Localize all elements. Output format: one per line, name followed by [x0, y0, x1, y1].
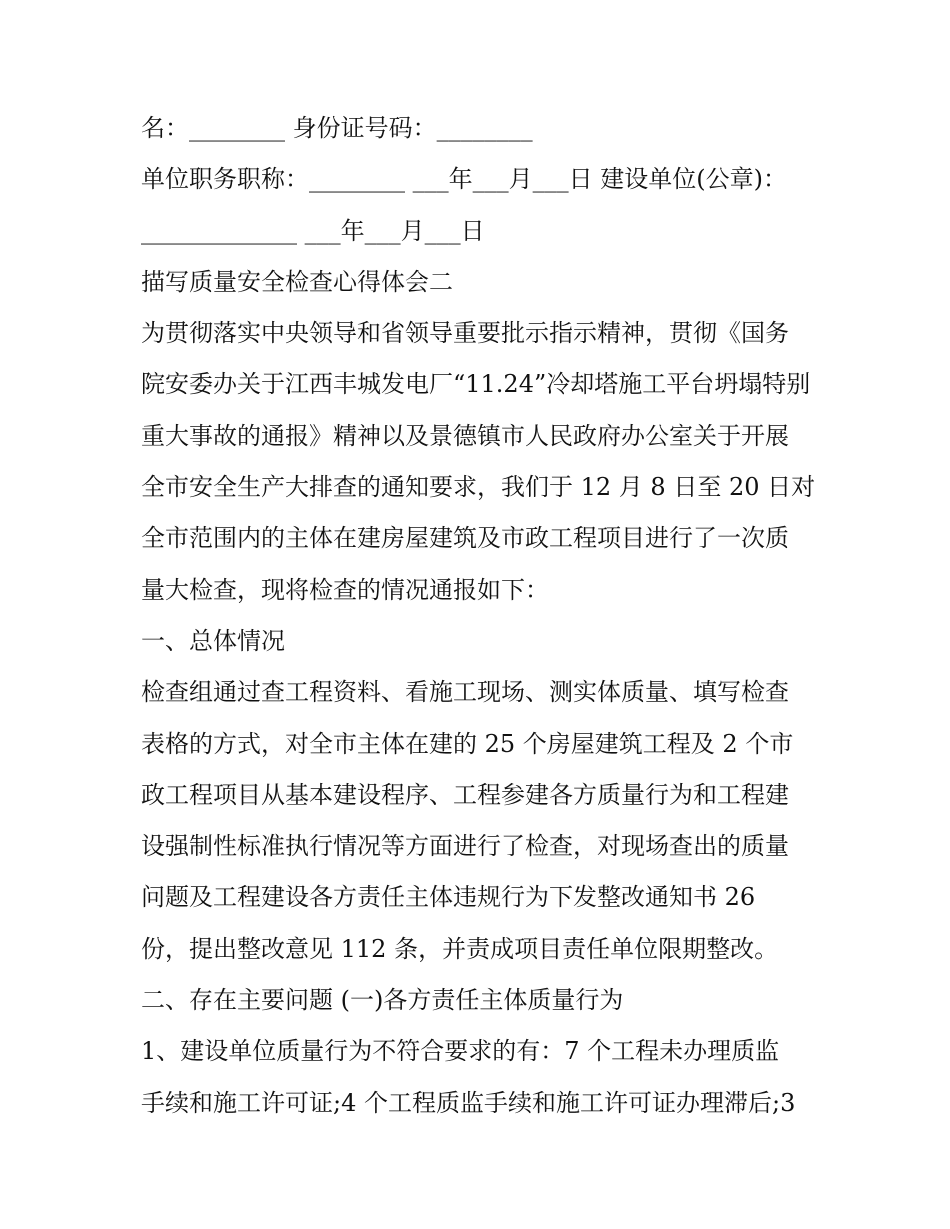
position-date-line: 单位职务职称：________ ___年___月___日 建设单位(公章)： — [141, 165, 787, 194]
paragraph-line: 问题及工程建设各方责任主体违规行为下发整改通知书 26 — [141, 883, 756, 912]
seal-date-line: _____________ ___年___月___日 — [141, 216, 485, 245]
signature-name-line: 名：________ 身份证号码：________ — [141, 114, 533, 142]
paragraph-line: 全市安全生产大排查的通知要求，我们于 12 月 8 日至 20 日对 — [141, 473, 816, 502]
paragraph-line: 份，提出整改意见 112 条，并责成项目责任单位限期整改。 — [141, 934, 779, 963]
paragraph-line: 重大事故的通报》精神以及景德镇市人民政府办公室关于开展 — [141, 421, 789, 450]
section-heading-problems: 二、存在主要问题 (一)各方责任主体质量行为 — [141, 986, 624, 1015]
paragraph-line: 表格的方式，对全市主体在建的 25 个房屋建筑工程及 2 个市 — [141, 729, 794, 758]
paragraph-line: 手续和施工许可证;4 个工程质监手续和施工许可证办理滞后;3 — [141, 1088, 796, 1117]
document-body — [141, 103, 821, 1129]
paragraph-line: 量大检查，现将检查的情况通报如下： — [141, 575, 549, 604]
section-heading-overview: 一、总体情况 — [141, 626, 285, 655]
document-title: 描写质量安全检查心得体会二 — [141, 267, 453, 296]
paragraph-line: 检查组通过查工程资料、看施工现场、测实体质量、填写检查 — [141, 678, 789, 707]
paragraph-line: 为贯彻落实中央领导和省领导重要批示指示精神，贯彻《国务 — [141, 319, 789, 348]
paragraph-line: 设强制性标准执行情况等方面进行了检查，对现场查出的质量 — [141, 832, 789, 861]
paragraph-line: 1、建设单位质量行为不符合要求的有：7 个工程未办理质监 — [141, 1037, 780, 1066]
paragraph-line: 全市范围内的主体在建房屋建筑及市政工程项目进行了一次质 — [141, 524, 789, 553]
paragraph-line: 政工程项目从基本建设程序、工程参建各方质量行为和工程建 — [141, 780, 789, 809]
paragraph-line: 院安委办关于江西丰城发电厂“11.24”冷却塔施工平台坍塌特别 — [141, 370, 811, 399]
